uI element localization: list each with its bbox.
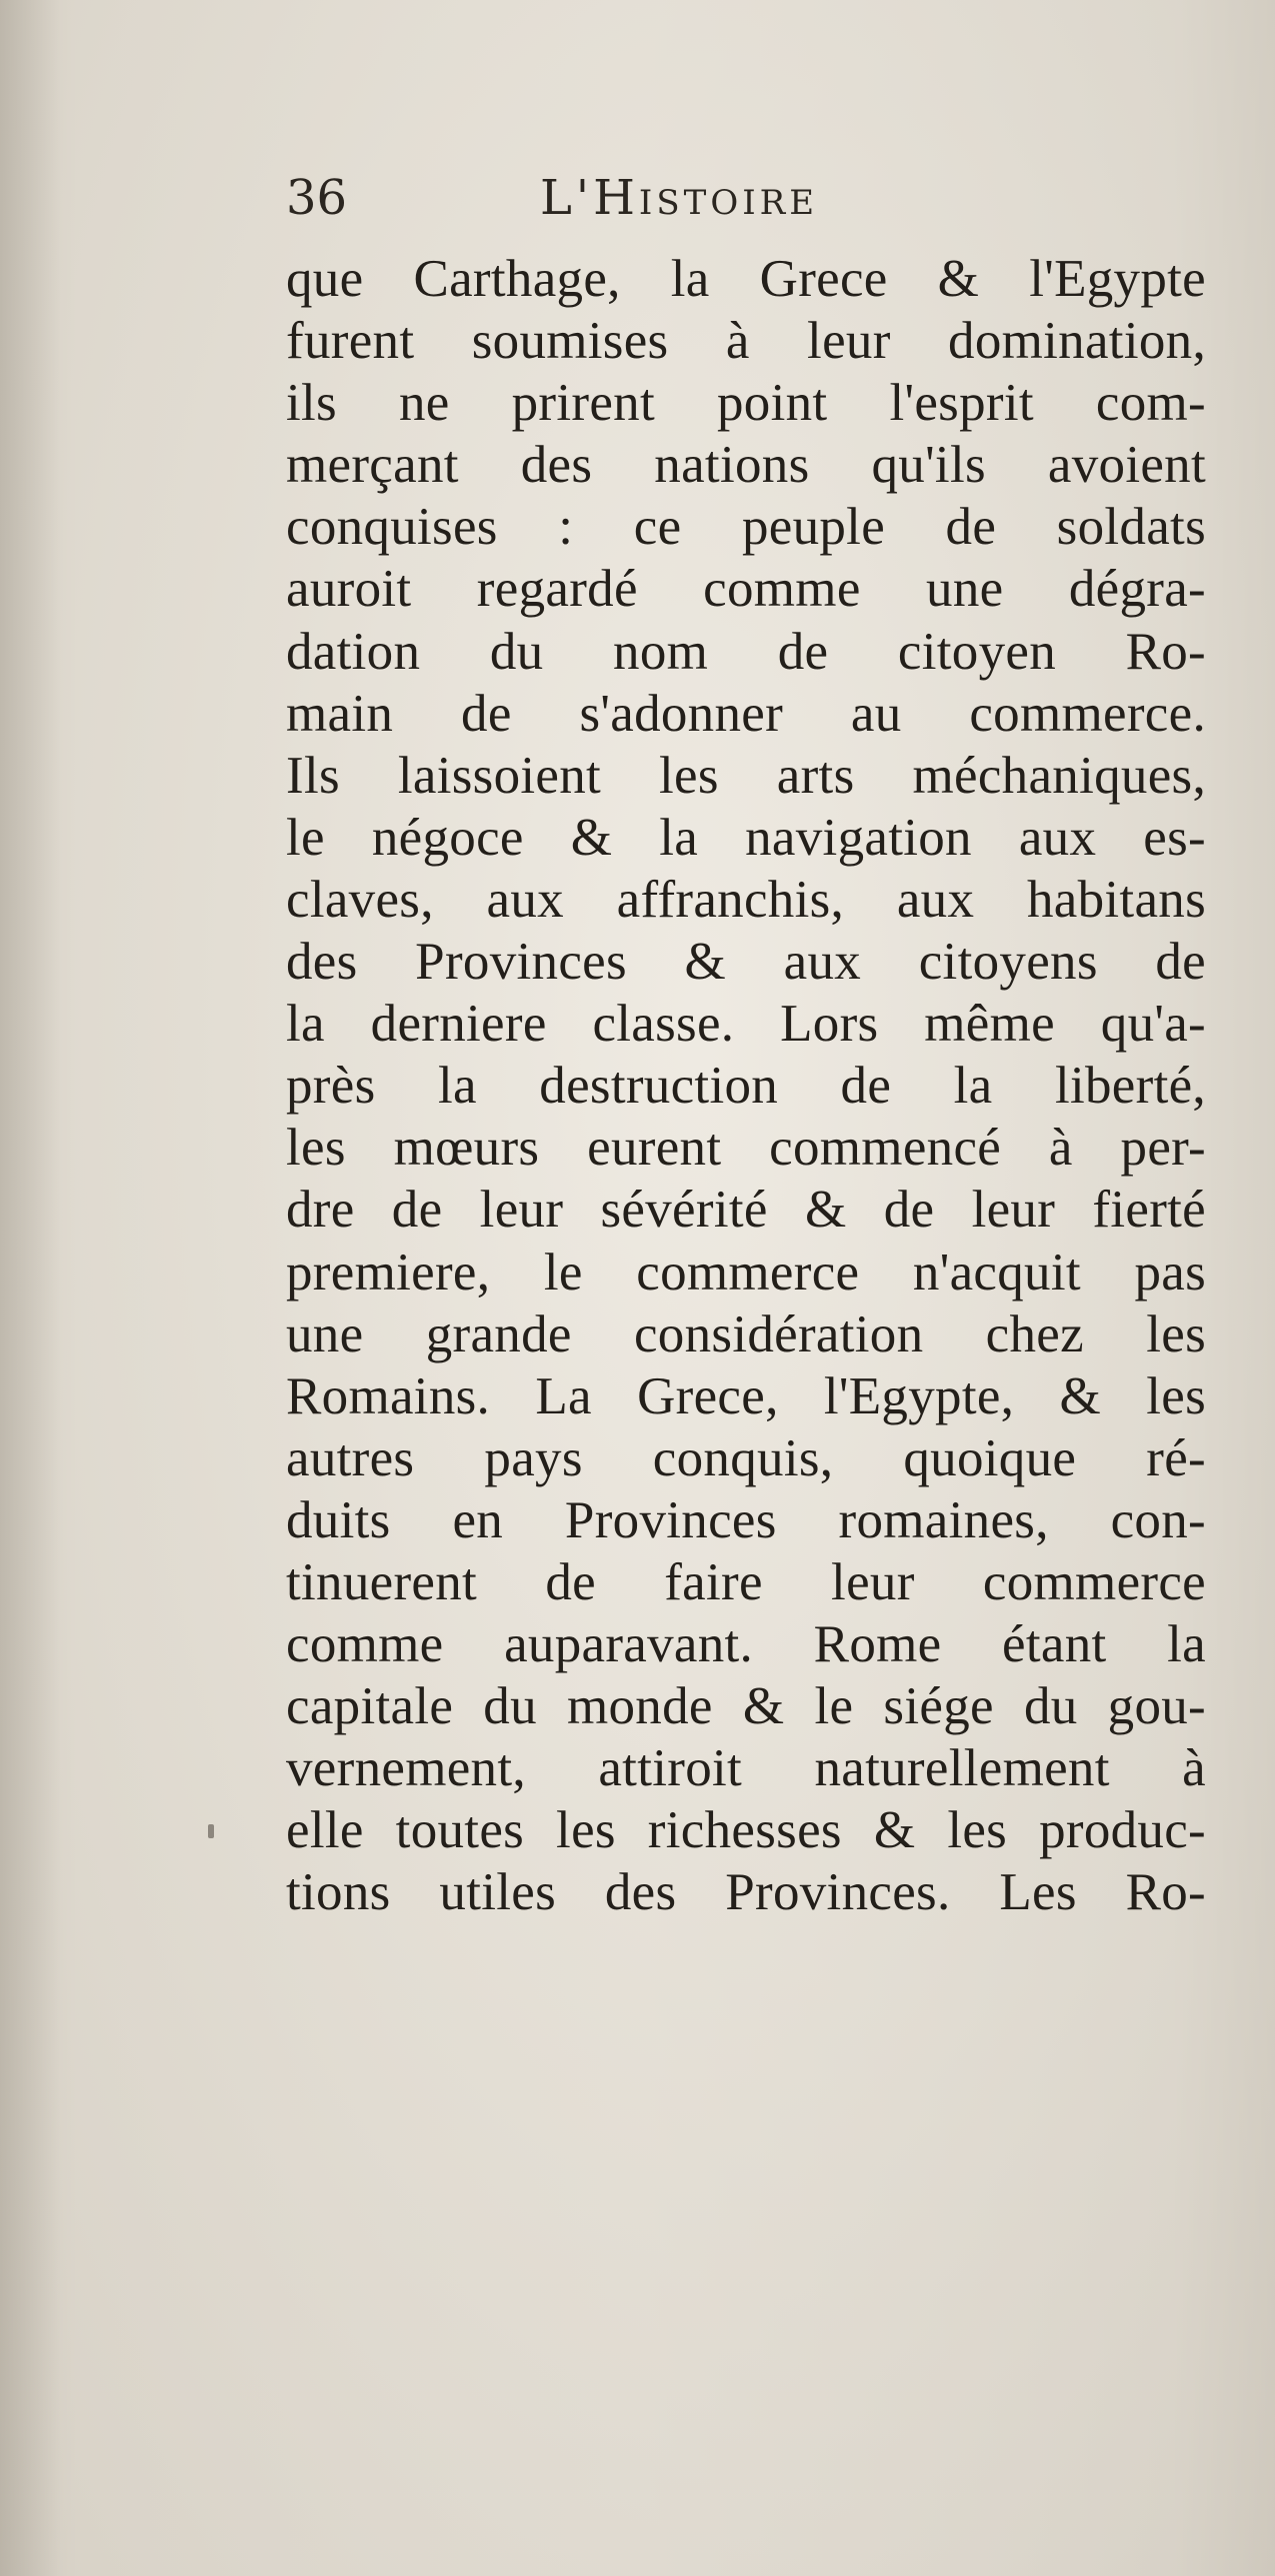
text-line: duits en Provinces romaines, con- [286,1490,1206,1549]
text-line: elle toutes les richesses & les produc- [286,1801,1206,1860]
text-line: vernement, attiroit naturellement à [286,1739,1206,1798]
gutter-shadow [0,0,60,2576]
text-line: le négoce & la navigation aux es- [286,808,1206,867]
text-line: les mœurs eurent commencé à per- [286,1119,1206,1178]
body-text [286,248,1206,1924]
text-line: tinuerent de faire leur commerce [286,1552,1206,1611]
text-line: conquises : ce peuple de soldats [286,498,1206,557]
text-line: comme auparavant. Rome étant la [286,1615,1206,1674]
text-line: ils ne prirent point l'esprit com- [286,374,1206,433]
text-line: premiere, le commerce n'acquit pas [286,1243,1206,1301]
text-line: la derniere classe. Lors même qu'a- [286,995,1206,1054]
text-line: furent soumises à leur domination, [286,312,1206,371]
text-line: dre de leur sévérité & de leur fierté [286,1181,1206,1240]
ink-speck [208,1824,214,1838]
text-line: Ils laissoient les arts méchaniques, [286,746,1206,805]
text-line: Romains. La Grece, l'Egypte, & les [286,1366,1206,1425]
text-line: merçant des nations qu'ils avoient [286,436,1206,495]
running-head [286,160,1246,230]
text-line: des Provinces & aux citoyens de [286,933,1206,992]
page-number: 36 [286,170,348,226]
text-line: capitale du monde & le siége du gou- [286,1677,1206,1736]
text-line: tions utiles des Provinces. Les Ro- [286,1863,1206,1922]
text-line: dation du nom de citoyen Ro- [286,622,1206,681]
text-line: main de s'adonner au commerce. [286,684,1206,743]
text-line: que Carthage, la Grece & l'Egypte [286,250,1206,308]
text-line: auroit regardé comme une dégra- [286,560,1206,619]
header-title: L'Histoire [540,170,819,226]
text-line: autres pays conquis, quoique ré- [286,1428,1206,1487]
text-line: près la destruction de la liberté, [286,1057,1206,1116]
text-line: une grande considération chez les [286,1304,1206,1363]
text-line: claves, aux affranchis, aux habitans [286,870,1206,929]
